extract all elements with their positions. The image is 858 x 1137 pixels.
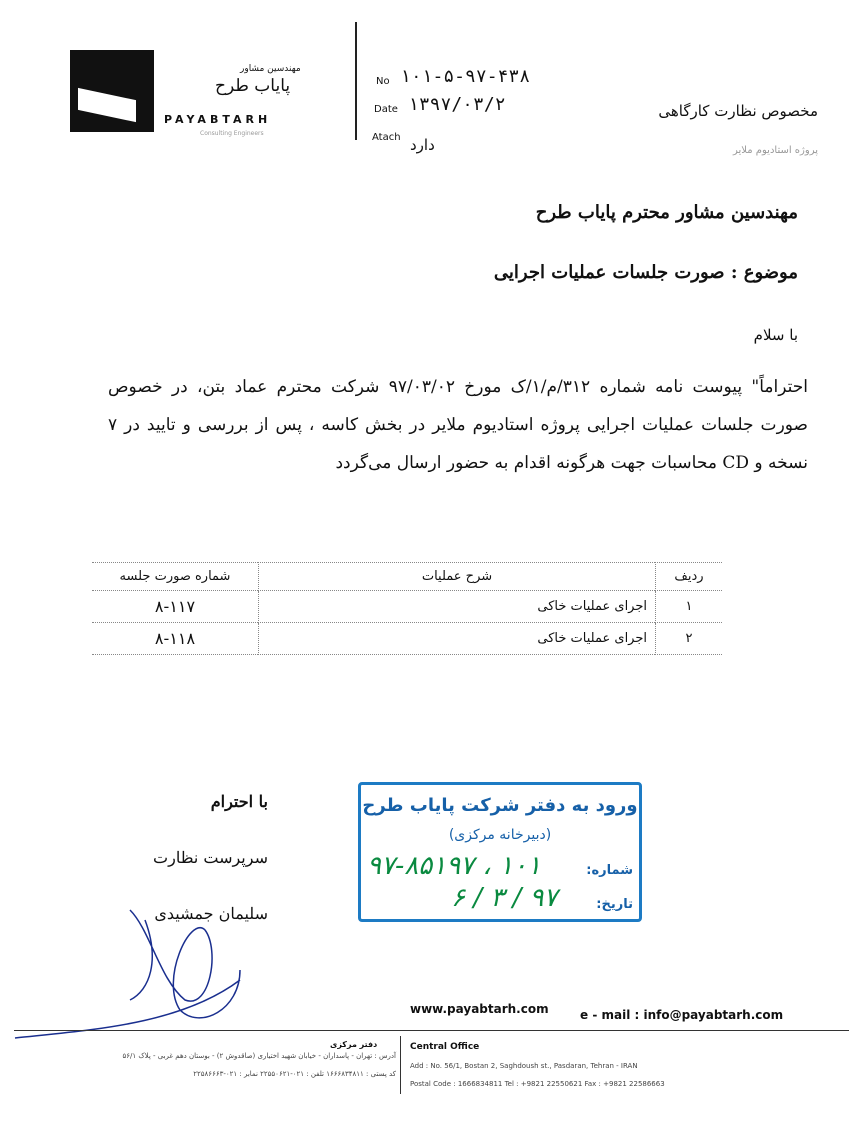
- department-title: مخصوص نظارت کارگاهی: [658, 102, 818, 120]
- operations-table: [92, 562, 722, 655]
- company-name-en: PAYABTARH: [164, 113, 272, 126]
- row-description: اجرای عملیات خاکی: [259, 623, 656, 655]
- closing: با احترام: [210, 792, 268, 811]
- header-divider: [355, 22, 357, 140]
- signer-title: سرپرست نظارت: [153, 848, 268, 867]
- office-label-fa: دفتر مرکزی: [330, 1040, 378, 1049]
- company-logo: [70, 50, 154, 132]
- signer-name: سلیمان جمشیدی: [154, 904, 268, 923]
- stamp-number: ۱۰۱ ، ۹۷-۸۵۱۹۷: [367, 851, 541, 881]
- row-number: ۱: [656, 591, 723, 623]
- date-label: Date: [374, 104, 398, 115]
- letter-date: ۱۳۹۷/۰۳/۲: [408, 94, 506, 115]
- row-number: ۲: [656, 623, 723, 655]
- letter-body: احتراماً" پیوست نامه شماره ۳۱۲/م/۱/ک مورخ ۹۷/۰۳/۰۲ شرکت محترم عماد بتن، در خصوص صورت جلسات عملیات اجرایی پروژه استادیوم ملایر در بخش کاسه ، پس از بررسی و تایید در ۷ نسخه و CD محاسبات جهت هرگونه اقدام به حضور ارسال می‌گردد: [108, 377, 809, 473]
- company-name-fa: پایاب طرح: [215, 76, 291, 96]
- footer-divider: [14, 1030, 849, 1031]
- header-minutes-number: شماره صورت جلسه: [92, 563, 259, 591]
- header-description: شرح عملیات: [259, 563, 656, 591]
- row-description: اجرای عملیات خاکی: [259, 591, 656, 623]
- table-row: [92, 623, 722, 655]
- table-header-row: [92, 563, 722, 591]
- department-subtitle: پروژه استادیوم ملایر: [733, 145, 818, 156]
- stamp-date: ۹۷ / ۳ / ۶: [451, 883, 558, 913]
- entry-stamp: [358, 782, 642, 922]
- address-fa: آدرس : تهران - پاسداران - خیابان شهید اختیاری (صاقدوش ۲) - بوستان دهم غربی - پلاک ۵۶/۱: [122, 1052, 396, 1060]
- address-en: Add : No. 56/1, Bostan 2, Saghdoush st., Pasdaran, Tehran - IRAN: [410, 1062, 638, 1070]
- recipient: مهندسین مشاور محترم پایاب طرح: [535, 202, 798, 223]
- row-minutes-number: ۸-۱۱۸: [92, 623, 259, 655]
- company-name-fa-small: مهندسین مشاور: [240, 64, 301, 74]
- table-row: [92, 591, 722, 623]
- signature-scribble-icon: [10, 890, 260, 1050]
- row-minutes-number: ۸-۱۱۷: [92, 591, 259, 623]
- attach-label: Atach: [372, 132, 401, 143]
- greeting: با سلام: [753, 326, 798, 344]
- company-tagline: Consulting Engineers: [200, 130, 264, 137]
- stamp-date-label: تاریخ:: [596, 897, 633, 912]
- email: e - mail : info@payabtarh.com: [580, 1008, 784, 1022]
- central-office-label: Central Office: [410, 1042, 480, 1052]
- subject: موضوع : صورت جلسات عملیات اجرایی: [493, 262, 798, 283]
- attach-value: دارد: [410, 136, 435, 154]
- postal-en: Postal Code : 1666834811 Tel : +9821 22550621 Fax : +9821 22586663: [410, 1080, 665, 1088]
- stamp-title: ورود به دفتر شرکت پایاب طرح: [362, 795, 638, 816]
- footer-vertical-divider: [400, 1036, 401, 1094]
- stamp-subtitle: (دبیرخانه مرکزی): [448, 827, 552, 843]
- letter-number: ۱۰۱-۵-۹۷-۴۳۸: [400, 66, 531, 87]
- header-row-number: ردیف: [656, 563, 723, 591]
- no-label: No: [376, 76, 390, 87]
- website: www.payabtarh.com: [410, 1002, 549, 1016]
- postal-fa: کد پستی : ۱۶۶۶۸۳۴۸۱۱ تلفن : ۰۲۱-۲۲۵۵۰۶۲۱ نمابر : ۰۲۱-۲۲۵۸۶۶۶۳: [193, 1070, 396, 1078]
- logo-mark-icon: [78, 88, 136, 122]
- stamp-number-label: شماره:: [586, 863, 633, 878]
